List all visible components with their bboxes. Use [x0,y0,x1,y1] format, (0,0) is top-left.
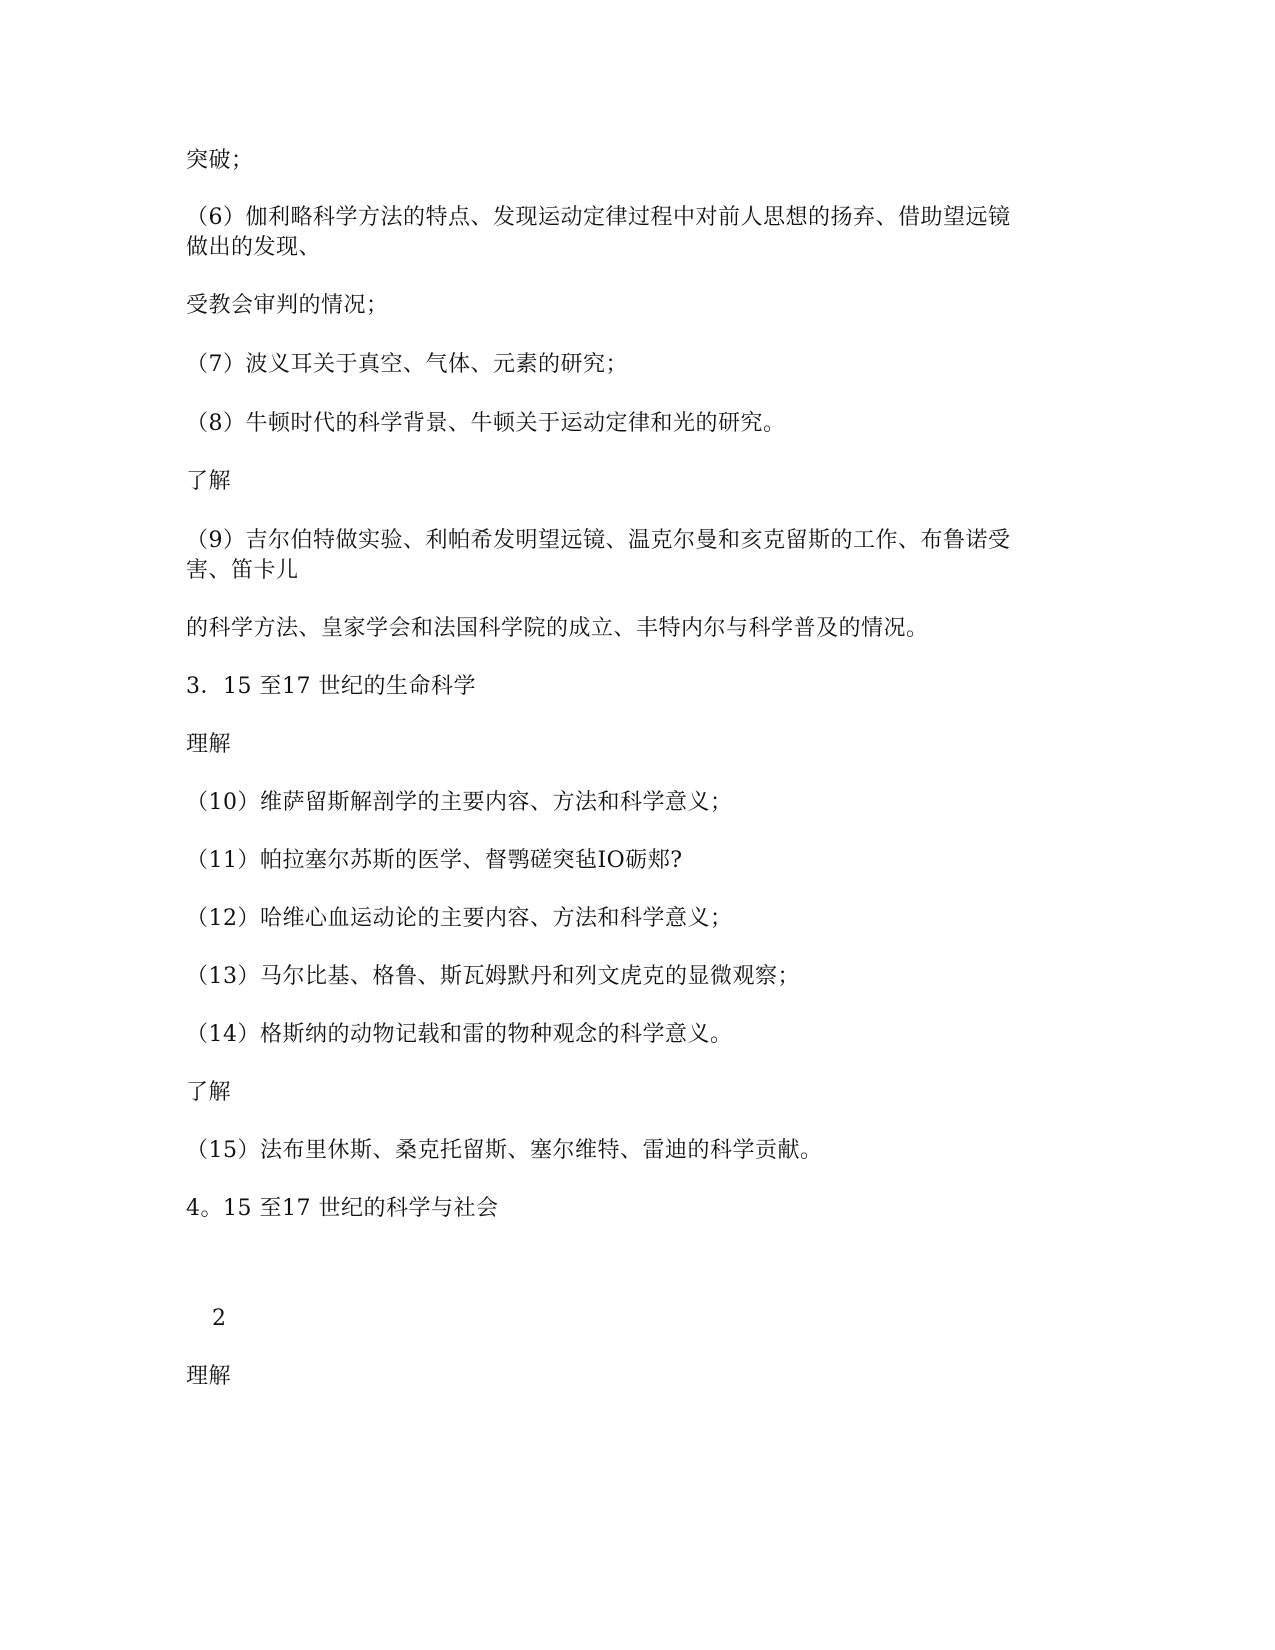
page-number: 2 [212,1306,226,1331]
text-line: （8）牛顿时代的科学背景、牛顿关于运动定律和光的研究。 [186,411,786,436]
section-label: 理解 [186,732,232,757]
text-line: 的科学方法、皇家学会和法国科学院的成立、丰特内尔与科学普及的情况。 [186,616,929,641]
text-line: 做出的发现、 [186,235,322,260]
text-line: （7）波义耳关于真空、气体、元素的研究； [186,352,628,377]
text-line: （13）马尔比基、格鲁、斯瓦姆默丹和列文虎克的显微观察； [186,964,800,989]
text-line: （9）吉尔伯特做实验、利帕希发明望远镜、温克尔曼和亥克留斯的工作、布鲁诺受 [186,528,1011,553]
text-line: （14）格斯纳的动物记载和雷的物种观念的科学意义。 [186,1022,733,1047]
section-label: 理解 [186,1364,232,1389]
text-line: （15）法布里休斯、桑克托留斯、塞尔维特、雷迪的科学贡献。 [186,1138,823,1163]
text-line: 受教会审判的情况； [186,293,389,318]
text-line: 害、笛卡儿 [186,558,299,583]
text-line: （12）哈维心血运动论的主要内容、方法和科学意义； [186,906,733,931]
text-line: （11）帕拉塞尔苏斯的医学、督鹗磋突毡IO砺郏? [186,848,683,873]
text-line: （6）伽利略科学方法的特点、发现运动定律过程中对前人思想的扬弃、借助望远镜 [186,205,1011,230]
section-heading: 3．15 至17 世纪的生命科学 [186,674,476,699]
text-line: 突破； [186,148,254,173]
section-label: 了解 [186,469,232,494]
text-line: （10）维萨留斯解剖学的主要内容、方法和科学意义； [186,790,733,815]
section-heading: 4。15 至17 世纪的科学与社会 [186,1196,499,1221]
section-label: 了解 [186,1080,232,1105]
